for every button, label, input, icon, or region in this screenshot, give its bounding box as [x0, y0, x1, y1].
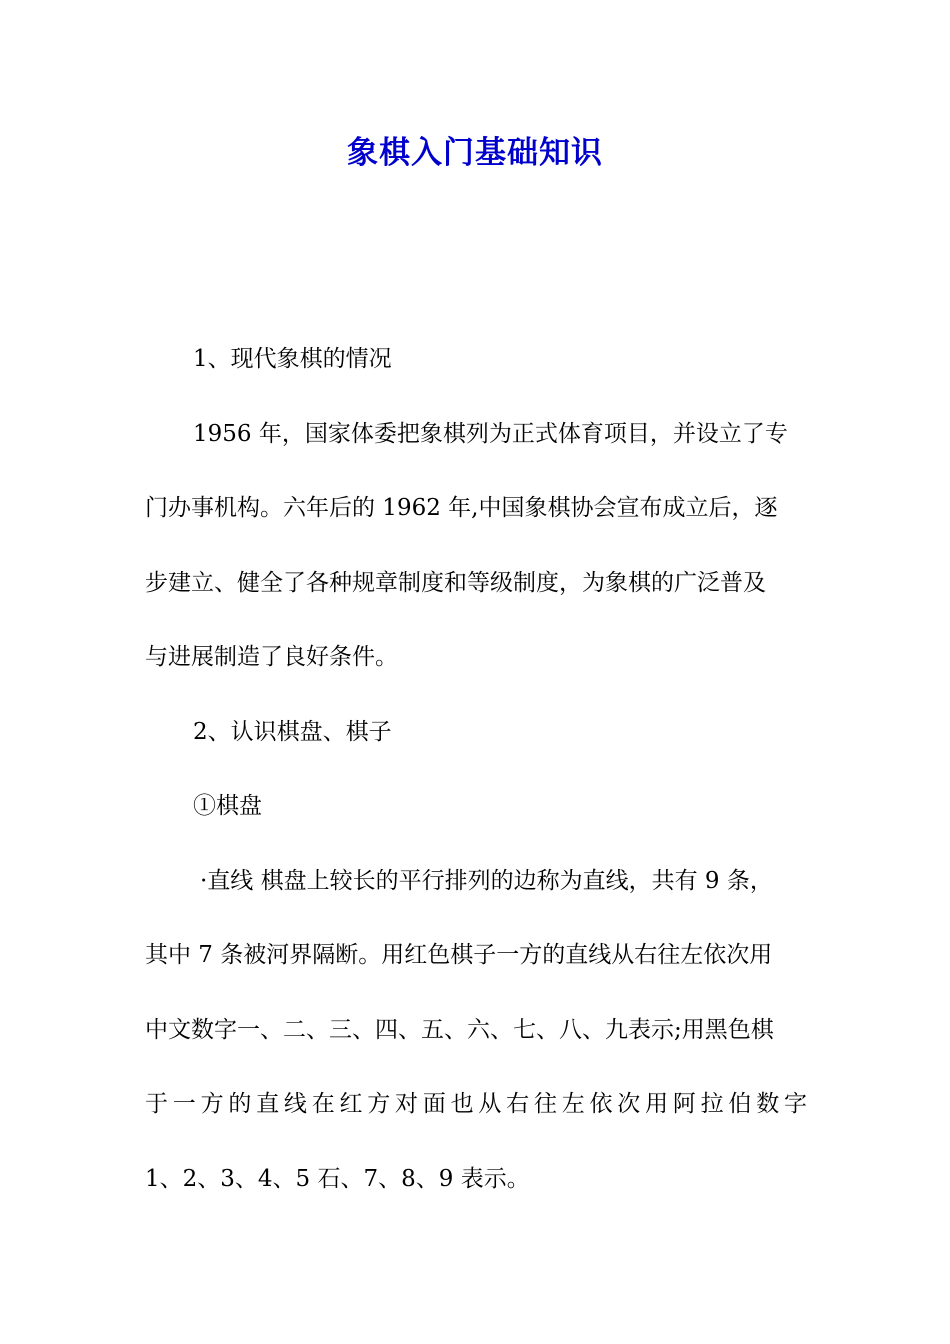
document-title: 象棋入门基础知识: [347, 135, 603, 171]
section-heading-2: 2、认识棋盘、棋子: [193, 719, 392, 745]
paragraph-line: 其中 7 条被河界隔断。用红色棋子一方的直线从右往左依次用: [145, 942, 773, 968]
paragraph-line: 步建立、健全了各种规章制度和等级制度，为象棋的广泛普及: [145, 570, 766, 596]
paragraph-line: 与进展制造了良好条件。: [145, 644, 398, 670]
paragraph-line: 门办事机构。六年后的 1962 年,中国象棋协会宣布成立后，逐: [145, 495, 778, 521]
paragraph-line: ·直线 棋盘上较长的平行排列的边称为直线，共有 9 条，: [200, 868, 773, 894]
subsection-heading: ①棋盘: [193, 793, 262, 819]
paragraph-line: 1、2、3、4、5 石、7、8、9 表示。: [145, 1166, 530, 1192]
paragraph-line: 于一方的直线在红方对面也从右往左依次用阿拉伯数字: [145, 1091, 807, 1117]
paragraph-line: 中文数字一、二、三、四、五、六、七、八、九表示;用黑色棋: [145, 1017, 774, 1043]
section-heading-1: 1、现代象棋的情况: [193, 346, 392, 372]
paragraph-line: 1956 年，国家体委把象棋列为正式体育项目，并设立了专: [193, 421, 788, 447]
